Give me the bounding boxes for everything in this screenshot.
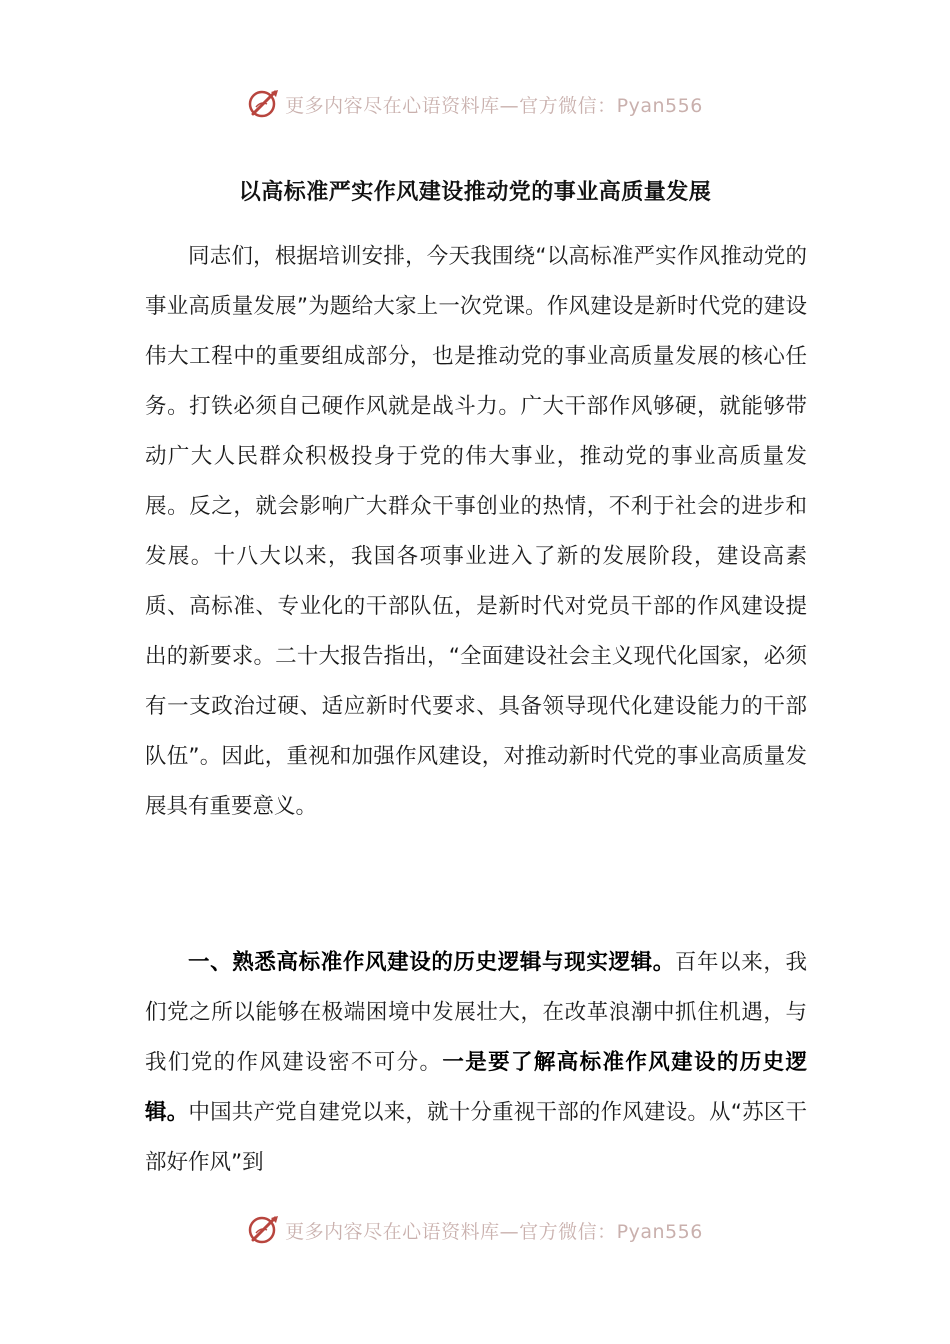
section-one-subheading: 一是要了解高标准作风建设的历史逻辑。 bbox=[145, 1050, 807, 1125]
pen-logo-icon bbox=[247, 1213, 281, 1247]
watermark-text: 更多内容尽在心语资料库—官方微信：Pyan556 bbox=[285, 1220, 703, 1243]
pen-logo-icon bbox=[247, 87, 281, 121]
watermark-header bbox=[0, 84, 950, 124]
watermark-text: 更多内容尽在心语资料库—官方微信：Pyan556 bbox=[285, 94, 703, 117]
section-one-text: 百年以来，我们党之所以能够在极端困境中发展壮大，在改革浪潮中抓住机遇，与我们党的作风建设密不可分。 bbox=[145, 950, 807, 1075]
section-one-text-continued: 中国共产党自建党以来，就十分重视干部的作风建设。从“苏区干部好作风”到 bbox=[145, 1100, 807, 1175]
intro-paragraph: 同志们，根据培训安排，今天我围绕“以高标准严实作风推动党的事业高质量发展”为题给大家上一次党课。作风建设是新时代党的建设伟大工程中的重要组成部分，也是推动党的事业高质量发展的核心任务。打铁必须自己硬作风就是战斗力。广大干部作风够硬，就能够带动广大人民群众积极投身于党的伟大事业，推动党的事业高质量发展。反之，就会影响广大群众干事创业的热情，不利于社会的进步和发展。十八大以来，我国各项事业进入了新的发展阶段，建设高素质、高标准、专业化的干部队伍，是新时代对党员干部的作风建设提出的新要求。二十大报告指出，“全面建设社会主义现代化国家，必须有一支政治过硬、适应新时代要求、具备领导现代化建设能力的干部队伍”。因此，重视和加强作风建设，对推动新时代党的事业高质量发展具有重要意义。 bbox=[145, 244, 807, 819]
section-one-heading: 一、熟悉高标准作风建设的历史逻辑与现实逻辑。 bbox=[188, 950, 675, 975]
watermark-footer bbox=[0, 1210, 950, 1250]
document-title: 以高标准严实作风建设推动党的事业高质量发展 bbox=[238, 180, 712, 205]
section-one-paragraph bbox=[145, 938, 807, 1188]
